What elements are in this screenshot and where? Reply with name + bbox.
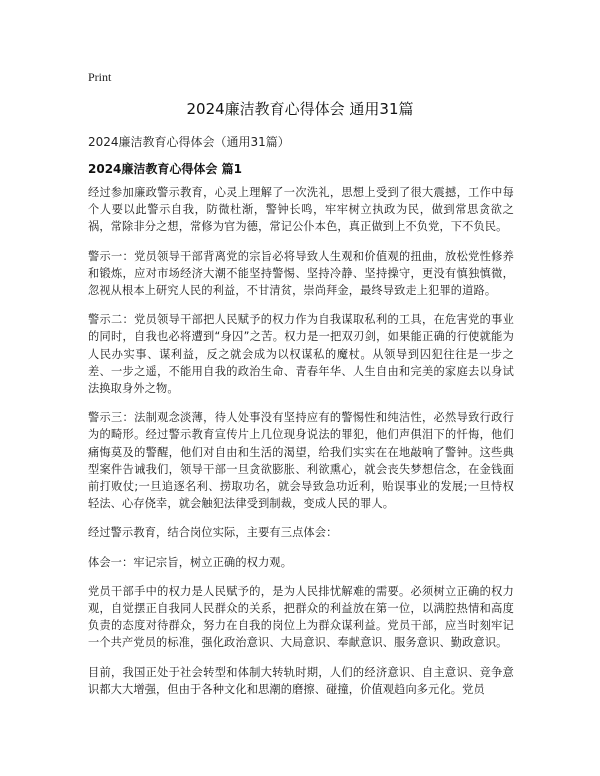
paragraph-warning-2: 警示二：党员领导干部把人民赋予的权力作为自我谋取私利的工具，在危害党的事业的同时，自我也必将遭到“身囚”之苦。权力是一把双刃剑，如果能正确的行使就能为人民办实事、谋利益，反之就会成为以权谋私的魔杖。从领导到囚犯往往是一步之差、一步之遥，不能用自我的政治生命、青春年华、人生自由和完美的家庭去以身试法换取身外之物。 xyxy=(88,313,514,396)
section-heading: 2024廉洁教育心得体会 篇1 xyxy=(88,162,242,176)
paragraph-current-situation: 目前，我国正处于社会转型和体制大转轨时期，人们的经济意识、自主意识、竞争意识都大大增强，但由于各种文化和思潮的磨擦、碰撞，价值观趋向多元化。党员 xyxy=(88,665,514,696)
paragraph-warning-3: 警示三：法制观念淡薄，待人处事没有坚持应有的警惕性和纯洁性，必然导致行政行为的畸形。经过警示教育宣传片上几位现身说法的罪犯，他们声俱泪下的忏悔，他们痛悔莫及的警醒，他们对自由和生活的渴望，给我们实实在在地敲响了警钟。这些典型案件告诫我们，领导干部一旦贪欲膨胀、利欲熏心，就会丧失梦想信念，在金钱面前打败仗;一旦追逐名利、捞取功名，就会导致急功近利，贻误事业的发展;一旦恃权轻法、心存侥幸，就会触犯法律受到制裁，变成人民的罪人。 xyxy=(88,411,514,511)
paragraph-insight-1-body: 党员干部手中的权力是人民赋予的，是为人民排忧解难的需要。必须树立正确的权力观，自觉摆正自我同人民群众的关系，把群众的利益放在第一位，以满腔热情和高度负责的态度对待群众，努力在自我的岗位上为群众谋利益。党员干部，应当时刻牢记一个共产党员的标准，强化政治意识、大局意识、奉献意识、服务意识、勤政意识。 xyxy=(88,584,514,650)
article-body xyxy=(88,184,514,710)
print-label[interactable]: Print xyxy=(88,70,112,84)
document-subtitle: 2024廉洁教育心得体会（通用31篇） xyxy=(88,135,290,149)
paragraph-warning-1: 警示一：党员领导干部背离党的宗旨必将导致人生观和价值观的扭曲，放松党性修养和锻炼，应对市场经济大潮不能坚持警惕、坚持冷静、坚持操守，更没有慎独慎微，忽视从根本上研究人民的利益，不甘清贫，崇尚拜金，最终导致走上犯罪的道路。 xyxy=(88,249,514,298)
paragraph-summary-intro: 经过警示教育，结合岗位实际，主要有三点体会： xyxy=(88,526,338,540)
paragraph-intro: 经过参加廉政警示教育，心灵上理解了一次洗礼，思想上受到了很大震撼，工作中每个人要以此警示自我，防微杜渐，警钟长鸣，牢牢树立执政为民，做到常思贪欲之祸，常除非分之想，常修为官为德，常记公仆本色，真正做到上不负党，下不负民。 xyxy=(88,186,514,234)
page-title: 2024廉洁教育心得体会 通用31篇 xyxy=(186,100,414,118)
paragraph-insight-1-heading: 体会一：牢记宗旨，树立正确的权力观。 xyxy=(88,555,293,569)
